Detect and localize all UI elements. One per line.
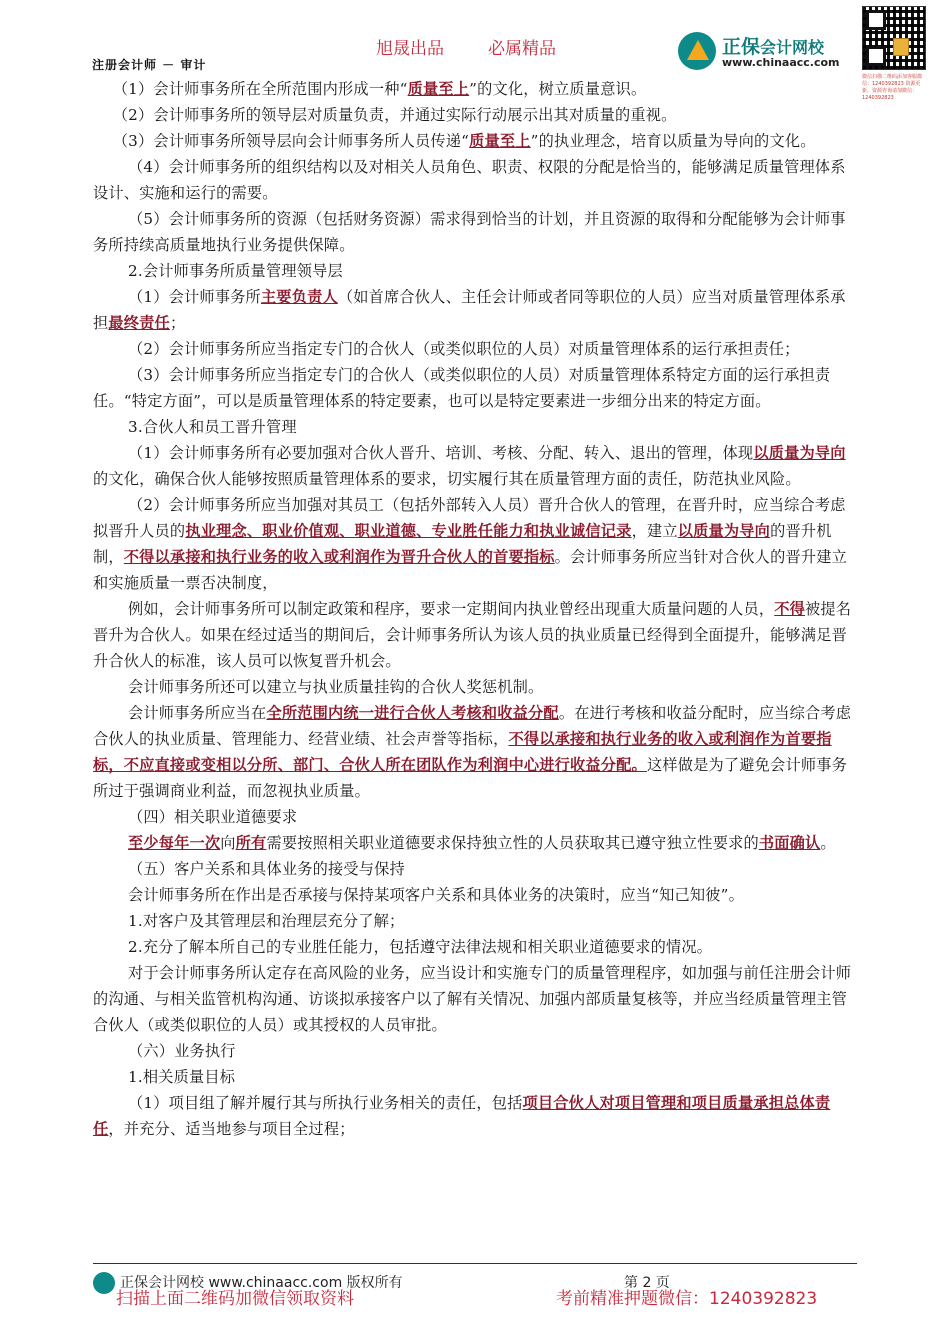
logo-brand-a: 正保 [722, 36, 761, 58]
highlighted-text: 以质量为导向 [677, 522, 771, 540]
highlighted-text: 书面确认 [758, 834, 821, 852]
paragraph-text: （4）会计师事务所的组织结构以及对相关人员角色、职责、权限的分配是恰当的，能够满足质量管理体系设计、实施和运行的需要。 [93, 158, 846, 202]
paragraph-text: 这样做是为了避免会计师事务所过于强调商业利益，而忽视执业质量。 [93, 756, 847, 800]
paragraph-text: （3）会计师事务所应当指定专门的合伙人（或类似职位的人员）对质量管理体系特定方面的运行承担责任。“特定方面”，可以是质量管理体系的特定要素，也可以是特定要素进一步细分出来的特定方面。 [93, 366, 831, 410]
paragraph [93, 258, 857, 284]
paragraph-text: 1.相关质量目标 [127, 1068, 236, 1086]
highlighted-text: 所有 [235, 834, 267, 852]
paragraph-text: （2）会计师事务所应当加强对其员工（包括外部转入人员）晋升合伙人的管理，在晋升时，应当综合考虑拟晋升人员的 [93, 496, 846, 540]
footer-divider [93, 1263, 857, 1264]
paragraph [93, 414, 857, 440]
paragraph-text: 的晋升机制， [93, 522, 832, 566]
paragraph-text: 2.充分了解本所自己的专业胜任能力，包括遵守法律法规和相关职业道德要求的情况。 [127, 938, 713, 956]
paragraph [93, 804, 857, 830]
promo-left-text: 旭晟出品 [376, 39, 444, 59]
paragraph [93, 492, 857, 596]
paragraph-text: 3.合伙人和员工晋升管理 [127, 418, 297, 436]
paragraph-text: 需要按照相关职业道德要求保持独立性的人员获取其已遵守独立性要求的 [266, 834, 759, 852]
paragraph-text: （六）业务执行 [127, 1042, 236, 1060]
paragraph-text: ； [169, 314, 186, 332]
footer-promo-right: 考前精准押题微信：1240392823 [556, 1289, 818, 1309]
highlighted-text: 质量至上 [469, 132, 531, 150]
paragraph-text: 会计师事务所应当在 [127, 704, 267, 722]
paragraph [93, 1038, 857, 1064]
paragraph-text: 向 [220, 834, 236, 852]
paragraph-text: ，建立 [631, 522, 678, 540]
highlighted-text: 不得以承接和执行业务的收入或利润作为首要指标，不应直接或变相以分所、部门、合伙人所在团队作为利润中心进行收益分配。 [93, 730, 832, 774]
paragraph-text: 会计师事务所还可以建立与执业质量挂钩的合伙人奖惩机制。 [127, 678, 544, 696]
footer-copyright: 正保会计网校 www.chinaacc.com 版权所有 [120, 1275, 403, 1291]
header-promo [376, 34, 556, 59]
paragraph-text: （2）会计师事务所应当指定专门的合伙人（或类似职位的人员）对质量管理体系的运行承担责任； [127, 340, 800, 358]
highlighted-text: 最终责任 [108, 314, 170, 332]
paragraph [93, 102, 857, 128]
paragraph-text: （如首席合伙人、主任会计师或者同等职位的人员）应当对质量管理体系承担 [93, 288, 846, 332]
paragraph-text: 。在进行考核和收益分配时，应当综合考虑合伙人的执业质量、管理能力、经营业绩、社会声誉等指标， [93, 704, 852, 748]
paragraph [93, 908, 857, 934]
paragraph [93, 362, 857, 414]
paragraph-text: 被提名晋升为合伙人。如果在经过适当的期间后，会计师事务所认为该人员的执业质量已经得到全面提升，能够满足晋升合伙人的标准，该人员可以恢复晋升机会。 [93, 600, 852, 670]
paragraph-text: （1）会计师事务所有必要加强对合伙人晋升、培训、考核、分配、转入、退出的管理，体现 [127, 444, 754, 462]
paragraph [93, 128, 857, 154]
highlighted-text: 以质量为导向 [753, 444, 846, 462]
paragraph-text: （1）会计师事务所 [127, 288, 261, 306]
chinaacc-logo[interactable] [676, 30, 862, 76]
paragraph-text: （3）会计师事务所领导层向会计师事务所人员传递“ [112, 132, 470, 150]
logo-brand-b: 会计网校 [760, 38, 825, 57]
paragraph-text: （1）项目组了解并履行其与所执行业务相关的责任，包括 [127, 1094, 523, 1112]
paragraph-text: （四）相关职业道德要求 [127, 808, 298, 826]
paragraph-text: 1.对客户及其管理层和治理层充分了解； [127, 912, 405, 930]
highlighted-text: 至少每年一次 [127, 834, 221, 852]
paragraph-text: ”的执业理念，培育以质量为导向的文化。 [530, 132, 816, 150]
paragraph [93, 934, 857, 960]
qr-caption: 微信扫描二维码添加客服微信：1240392823 资源更新、资源咨询请加微信：1240392823 [862, 74, 923, 101]
page-number: 第 2 页 [624, 1275, 670, 1291]
highlighted-text: 执业理念、职业价值观、职业道德、专业胜任能力和执业诚信记录 [185, 522, 632, 540]
paragraph [93, 76, 857, 102]
qr-center-mark-icon [893, 38, 909, 56]
paragraph [93, 674, 857, 700]
paragraph [93, 960, 857, 1038]
document-tag: 注册会计师 － 审计 [92, 58, 207, 72]
paragraph [93, 440, 857, 492]
paragraph-text: 的文化，确保合伙人能够按照质量管理体系的要求，切实履行其在质量管理方面的责任，防范执业风险。 [93, 470, 801, 488]
highlighted-text: 不得 [774, 600, 806, 618]
promo-right-text: 必属精品 [488, 39, 556, 59]
highlighted-text: 不得以承接和执行业务的收入或利润作为晋升合伙人的首要指标 [123, 548, 555, 566]
paragraph-text: 。 [820, 834, 836, 852]
highlighted-text: 全所范围内统一进行合伙人考核和收益分配 [266, 704, 559, 722]
footer-logo-icon [93, 1272, 115, 1294]
paragraph-text: （2）会计师事务所的领导层对质量负责，并通过实际行动展示出其对质量的重视。 [112, 106, 677, 124]
paragraph [93, 206, 857, 258]
paragraph-text: 2.会计师事务所质量管理领导层 [127, 262, 343, 280]
paragraph-text: 。会计师事务所应当针对合伙人的晋升建立和实施质量一票否决制度， [93, 548, 848, 592]
paragraph-text: 对于会计师事务所认定存在高风险的业务，应当设计和实施专门的质量管理程序，如加强与前任注册会计师的沟通、与相关监管机构沟通、访谈拟承接客户以了解有关情况、加强内部质量复核等，并应当经质量管理主管合伙人（或类似职位的人员）或其授权的人员审批。 [93, 964, 852, 1034]
paragraph [93, 830, 857, 856]
paragraph-text: （五）客户关系和具体业务的接受与保持 [127, 860, 405, 878]
paragraph [93, 856, 857, 882]
paragraph [93, 1064, 857, 1090]
chinaacc-logo-icon [678, 32, 716, 70]
paragraph-text: 会计师事务所在作出是否承接与保持某项客户关系和具体业务的决策时，应当“知己知彼”。 [127, 886, 744, 904]
paragraph [93, 154, 857, 206]
paragraph [93, 336, 857, 362]
document-body [93, 76, 857, 1142]
footer-promo-left: 扫描上面二维码加微信领取资料 [116, 1289, 354, 1309]
paragraph-text: 例如，会计师事务所可以制定政策和程序，要求一定期间内执业曾经出现重大质量问题的人员， [127, 600, 775, 618]
logo-brand [722, 32, 824, 59]
paragraph [93, 882, 857, 908]
paragraph-text: （5）会计师事务所的资源（包括财务资源）需求得到恰当的计划，并且资源的取得和分配能够为会计师事务所持续高质量地执行业务提供保障。 [93, 210, 846, 254]
highlighted-text: 主要负责人 [260, 288, 338, 306]
paragraph [93, 700, 857, 804]
highlighted-text: 项目合伙人对项目管理和项目质量承担总体责任 [93, 1094, 831, 1138]
highlighted-text: 质量至上 [407, 80, 470, 98]
paragraph-text: ”的文化，树立质量意识。 [469, 80, 647, 98]
paragraph-text: ，并充分、适当地参与项目全过程； [108, 1120, 355, 1138]
paragraph [93, 284, 857, 336]
paragraph [93, 1090, 857, 1142]
paragraph [93, 596, 857, 674]
paragraph-text: （1）会计师事务所在全所范围内形成一种“ [112, 80, 408, 98]
logo-url: www.chinaacc.com [722, 56, 840, 69]
